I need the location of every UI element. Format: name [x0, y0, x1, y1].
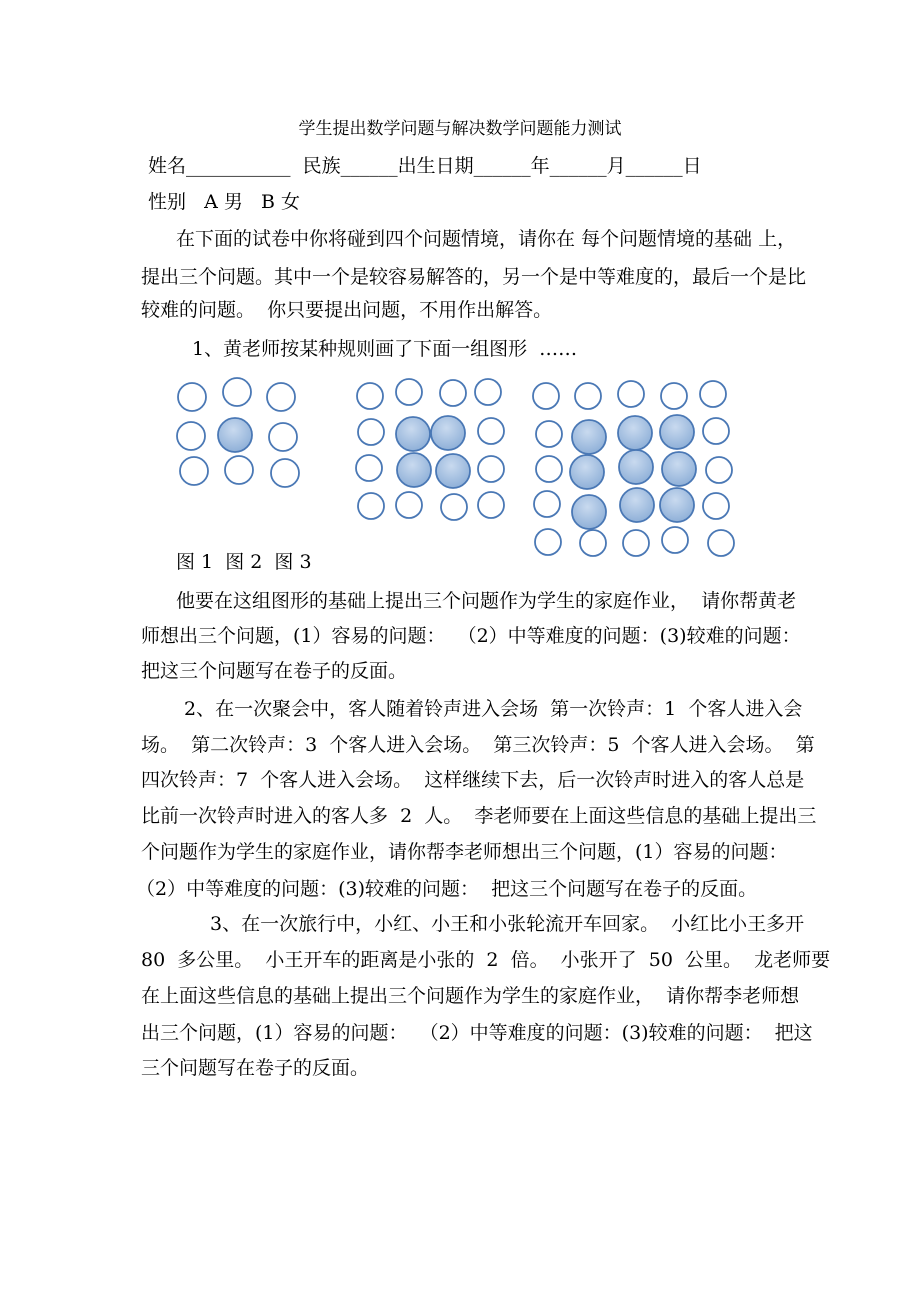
- empty-circle: [700, 381, 726, 407]
- q2-line: 个问题作为学生的家庭作业，请你帮李老师想出三个问题，(1）容易的问题：: [141, 841, 788, 863]
- filled-circle: [618, 416, 652, 450]
- filled-circle: [396, 417, 430, 451]
- figure-caption: 图 1 图 2 图 3: [176, 551, 312, 573]
- q1-line: 师想出三个问题，(1）容易的问题： （2）中等难度的问题：(3)较难的问题：: [141, 625, 801, 647]
- filled-circle: [620, 488, 654, 522]
- figure-1: [177, 378, 299, 487]
- empty-circle: [478, 456, 504, 482]
- figure-2: [356, 379, 504, 520]
- q3-line: 出三个问题，(1）容易的问题： （2）中等难度的问题：(3)较难的问题： 把这: [141, 1022, 813, 1044]
- filled-circle: [662, 452, 696, 486]
- empty-circle: [271, 459, 299, 487]
- student-info-line: 姓名___________ 民族______出生日期______年______月______日: [148, 155, 702, 177]
- empty-circle: [357, 383, 383, 409]
- empty-circle: [618, 381, 644, 407]
- empty-circle: [580, 530, 606, 556]
- empty-circle: [536, 456, 562, 482]
- circle-figures: [0, 0, 920, 580]
- q2-line: 四次铃声：7 个客人进入会场。 这样继续下去，后一次铃声时进入的客人总是: [141, 769, 805, 791]
- filled-circle: [570, 455, 604, 489]
- empty-circle: [703, 418, 729, 444]
- filled-circle: [436, 454, 470, 488]
- empty-circle: [440, 380, 466, 406]
- empty-circle: [478, 492, 504, 518]
- q3-line: 3、在一次旅行中，小红、小王和小张轮流开车回家。 小红比小王多开: [210, 913, 805, 935]
- q3-line: 三个问题写在卷子的反面。: [141, 1057, 370, 1079]
- empty-circle: [356, 455, 382, 481]
- empty-circle: [661, 383, 687, 409]
- empty-circle: [534, 491, 560, 517]
- empty-circle: [703, 493, 729, 519]
- empty-circle: [358, 493, 384, 519]
- empty-circle: [178, 383, 206, 411]
- filled-circle: [572, 420, 606, 454]
- empty-circle: [575, 383, 601, 409]
- filled-circle: [619, 450, 653, 484]
- intro-line: 在下面的试卷中你将碰到四个问题情境，请你在 每个问题情境的基础 上，: [176, 228, 797, 250]
- q2-line: （2）中等难度的问题：(3)较难的问题： 把这三个问题写在卷子的反面。: [136, 878, 758, 900]
- q3-line: 80 多公里。 小王开车的距离是小张的 2 倍。 小张开了 50 公里。 龙老师要: [141, 949, 831, 971]
- q3-line: 在上面这些信息的基础上提出三个问题作为学生的家庭作业， 请你帮李老师想: [141, 985, 800, 1007]
- filled-circle: [218, 418, 252, 452]
- empty-circle: [662, 527, 688, 553]
- empty-circle: [225, 456, 253, 484]
- empty-circle: [396, 492, 422, 518]
- empty-circle: [267, 383, 295, 411]
- q2-line: 比前一次铃声时进入的客人多 2 人。 李老师要在上面这些信息的基础上提出三: [141, 805, 817, 827]
- empty-circle: [533, 383, 559, 409]
- empty-circle: [358, 419, 384, 445]
- gender-line: 性别 A 男 B 女: [148, 191, 301, 213]
- empty-circle: [269, 423, 297, 451]
- empty-circle: [396, 379, 422, 405]
- filled-circle: [431, 416, 465, 450]
- empty-circle: [475, 379, 501, 405]
- empty-circle: [180, 457, 208, 485]
- filled-circle: [660, 415, 694, 449]
- intro-line: 较难的问题。 你只要提出问题，不用作出解答。: [141, 299, 553, 321]
- empty-circle: [223, 378, 251, 406]
- empty-circle: [441, 494, 467, 520]
- filled-circle: [572, 495, 606, 529]
- q1-line: 把这三个问题写在卷子的反面。: [141, 660, 408, 682]
- empty-circle: [478, 418, 504, 444]
- figure-3: [533, 381, 734, 556]
- empty-circle: [536, 421, 562, 447]
- filled-circle: [660, 488, 694, 522]
- q1-line: 他要在这组图形的基础上提出三个问题作为学生的家庭作业， 请你帮黄老: [176, 590, 797, 612]
- empty-circle: [177, 422, 205, 450]
- page-title: 学生提出数学问题与解决数学问题能力测试: [298, 119, 622, 139]
- intro-line: 提出三个问题。其中一个是较容易解答的，另一个是中等难度的，最后一个是比: [141, 266, 807, 288]
- empty-circle: [535, 529, 561, 555]
- empty-circle: [708, 530, 734, 556]
- q2-line: 2、在一次聚会中，客人随着铃声进入会场 第一次铃声：1 个客人进入会: [184, 698, 803, 720]
- q2-line: 场。 第二次铃声：3 个客人进入会场。 第三次铃声：5 个客人进入会场。 第: [141, 734, 815, 756]
- question-1-stem: 1、黄老师按某种规则画了下面一组图形 ……: [192, 338, 578, 360]
- empty-circle: [623, 530, 649, 556]
- filled-circle: [397, 453, 431, 487]
- empty-circle: [706, 457, 732, 483]
